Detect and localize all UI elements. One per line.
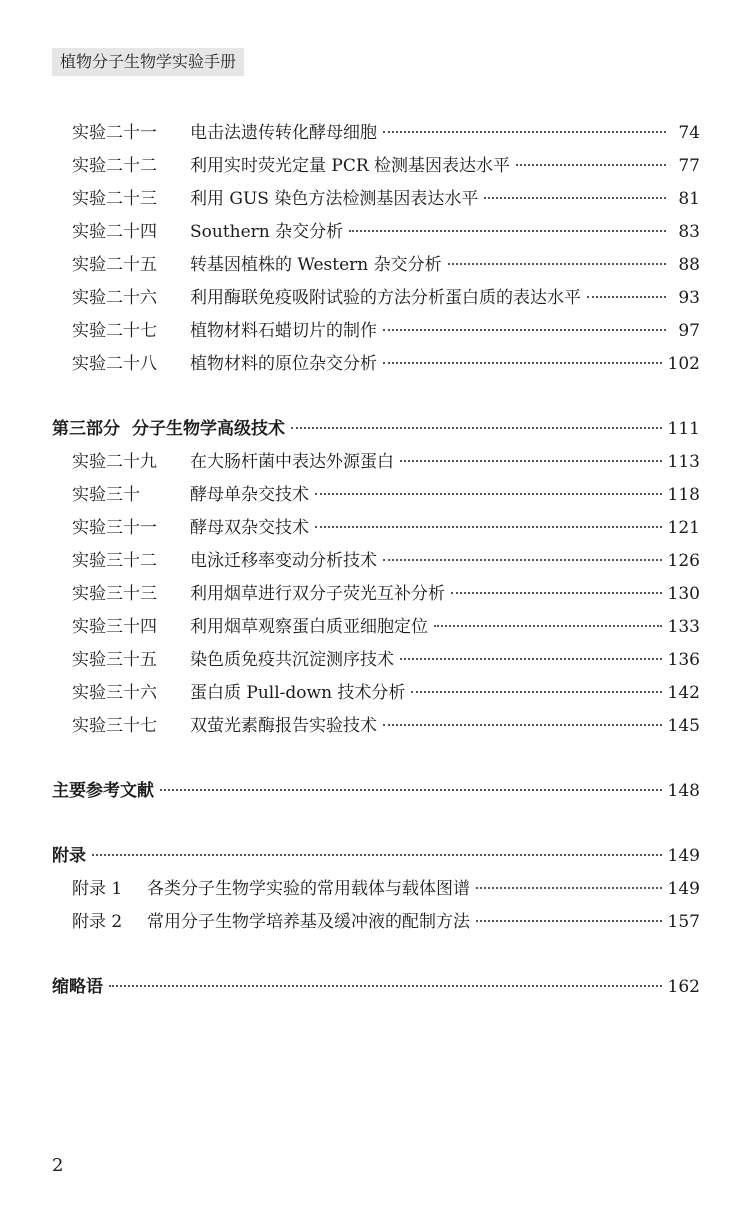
entry-page: 97: [678, 321, 700, 341]
entry-number: 实验三十五: [72, 650, 157, 670]
dot-leader: [315, 493, 662, 495]
toc-entry[interactable]: [52, 545, 700, 578]
toc-entry[interactable]: [52, 216, 700, 249]
appendix-number: 附录 1: [72, 879, 123, 899]
toc-entry[interactable]: [52, 315, 700, 348]
toc-appendix[interactable]: [52, 840, 700, 873]
toc-entry[interactable]: [52, 611, 700, 644]
entry-title: 酵母双杂交技术: [190, 518, 309, 538]
dot-leader: [434, 625, 662, 627]
dot-leader: [484, 197, 666, 199]
entry-title: 各类分子生物学实验的常用载体与载体图谱: [147, 879, 470, 899]
toc-part-heading[interactable]: [52, 413, 700, 446]
entry-page: 126: [667, 551, 700, 571]
entry-title: 植物材料石蜡切片的制作: [190, 321, 377, 341]
entry-title: 转基因植株的 Western 杂交分析: [190, 255, 442, 275]
toc-references[interactable]: [52, 775, 700, 808]
entry-page: 130: [667, 584, 700, 604]
dot-leader: [451, 592, 662, 594]
entry-page: 88: [678, 255, 700, 275]
entry-number: 实验二十四: [72, 222, 157, 242]
toc-entry[interactable]: [52, 348, 700, 381]
dot-leader: [160, 789, 662, 791]
dot-leader: [411, 691, 661, 693]
dot-leader: [383, 131, 666, 133]
entry-title: 在大肠杆菌中表达外源蛋白: [190, 452, 394, 472]
entry-number: 实验二十五: [72, 255, 157, 275]
part-number: 第三部分: [52, 419, 120, 439]
toc-entry[interactable]: [52, 150, 700, 183]
entry-page: 93: [678, 288, 700, 308]
entry-title: 利用酶联免疫吸附试验的方法分析蛋白质的表达水平: [190, 288, 581, 308]
entry-page: 157: [667, 912, 700, 932]
dot-leader: [92, 854, 662, 856]
toc-entry[interactable]: [52, 446, 700, 479]
entry-number: 实验三十七: [72, 716, 157, 736]
entry-page: 74: [678, 123, 700, 143]
toc-entry[interactable]: [52, 677, 700, 710]
entry-title: 蛋白质 Pull-down 技术分析: [190, 683, 406, 703]
toc-entry[interactable]: [52, 282, 700, 315]
entry-title: 利用烟草观察蛋白质亚细胞定位: [190, 617, 428, 637]
references-title: 主要参考文献: [52, 781, 154, 801]
entry-page: 133: [667, 617, 700, 637]
dot-leader: [383, 329, 666, 331]
entry-number: 实验二十七: [72, 321, 157, 341]
table-of-contents: [52, 117, 700, 1004]
part-page: 111: [667, 419, 700, 439]
part-title: 分子生物学高级技术: [132, 419, 285, 439]
entry-title: 双萤光素酶报告实验技术: [190, 716, 377, 736]
abbreviations-page: 162: [667, 977, 700, 997]
entry-page: 113: [667, 452, 700, 472]
entry-page: 149: [667, 879, 700, 899]
dot-leader: [400, 658, 662, 660]
references-page: 148: [667, 781, 700, 801]
dot-leader: [476, 887, 662, 889]
entry-page: 142: [667, 683, 700, 703]
entry-number: 实验二十六: [72, 288, 157, 308]
toc-entry[interactable]: [52, 512, 700, 545]
dot-leader: [383, 362, 662, 364]
entry-page: 136: [667, 650, 700, 670]
entry-number: 实验二十八: [72, 354, 157, 374]
entry-number: 实验二十九: [72, 452, 157, 472]
appendix-page: 149: [667, 846, 700, 866]
toc-entry[interactable]: [52, 183, 700, 216]
toc-entry[interactable]: [52, 644, 700, 677]
appendix-title: 附录: [52, 846, 86, 866]
toc-abbreviations[interactable]: [52, 971, 700, 1004]
entry-number: 实验二十三: [72, 189, 157, 209]
dot-leader: [383, 559, 662, 561]
dot-leader: [291, 427, 662, 429]
dot-leader: [315, 526, 662, 528]
entry-number: 实验三十一: [72, 518, 157, 538]
dot-leader: [349, 230, 666, 232]
toc-entry[interactable]: [52, 249, 700, 282]
entry-page: 102: [667, 354, 700, 374]
toc-entry[interactable]: [52, 873, 700, 906]
entry-page: 121: [667, 518, 700, 538]
entry-title: Southern 杂交分析: [190, 222, 344, 242]
abbreviations-title: 缩略语: [52, 977, 103, 997]
entry-page: 81: [678, 189, 700, 209]
toc-entry[interactable]: [52, 710, 700, 743]
entry-page: 83: [678, 222, 700, 242]
page-number: 2: [52, 1155, 64, 1176]
dot-leader: [400, 460, 662, 462]
entry-number: 实验二十一: [72, 123, 157, 143]
toc-entry[interactable]: [52, 479, 700, 512]
entry-number: 实验三十: [72, 485, 140, 505]
entry-title: 常用分子生物学培养基及缓冲液的配制方法: [147, 912, 470, 932]
book-title-header: 植物分子生物学实验手册: [52, 48, 244, 76]
dot-leader: [448, 263, 666, 265]
entry-number: 实验三十四: [72, 617, 157, 637]
entry-page: 118: [667, 485, 700, 505]
entry-number: 实验二十二: [72, 156, 157, 176]
entry-title: 利用实时荧光定量 PCR 检测基因表达水平: [190, 156, 511, 176]
appendix-number: 附录 2: [72, 912, 123, 932]
entry-title: 电击法遗传转化酵母细胞: [190, 123, 377, 143]
entry-title: 酵母单杂交技术: [190, 485, 309, 505]
dot-leader: [383, 724, 662, 726]
toc-entry[interactable]: [52, 117, 700, 150]
entry-page: 145: [667, 716, 700, 736]
entry-page: 77: [678, 156, 700, 176]
toc-entry[interactable]: [52, 578, 700, 611]
dot-leader: [476, 920, 662, 922]
entry-number: 实验三十三: [72, 584, 157, 604]
entry-number: 实验三十六: [72, 683, 157, 703]
entry-title: 电泳迁移率变动分析技术: [190, 551, 377, 571]
entry-title: 植物材料的原位杂交分析: [190, 354, 377, 374]
dot-leader: [587, 296, 666, 298]
entry-title: 染色质免疫共沉淀测序技术: [190, 650, 394, 670]
entry-number: 实验三十二: [72, 551, 157, 571]
dot-leader: [516, 164, 666, 166]
entry-title: 利用 GUS 染色方法检测基因表达水平: [190, 189, 479, 209]
toc-entry[interactable]: [52, 906, 700, 939]
dot-leader: [109, 985, 662, 987]
entry-title: 利用烟草进行双分子荧光互补分析: [190, 584, 445, 604]
